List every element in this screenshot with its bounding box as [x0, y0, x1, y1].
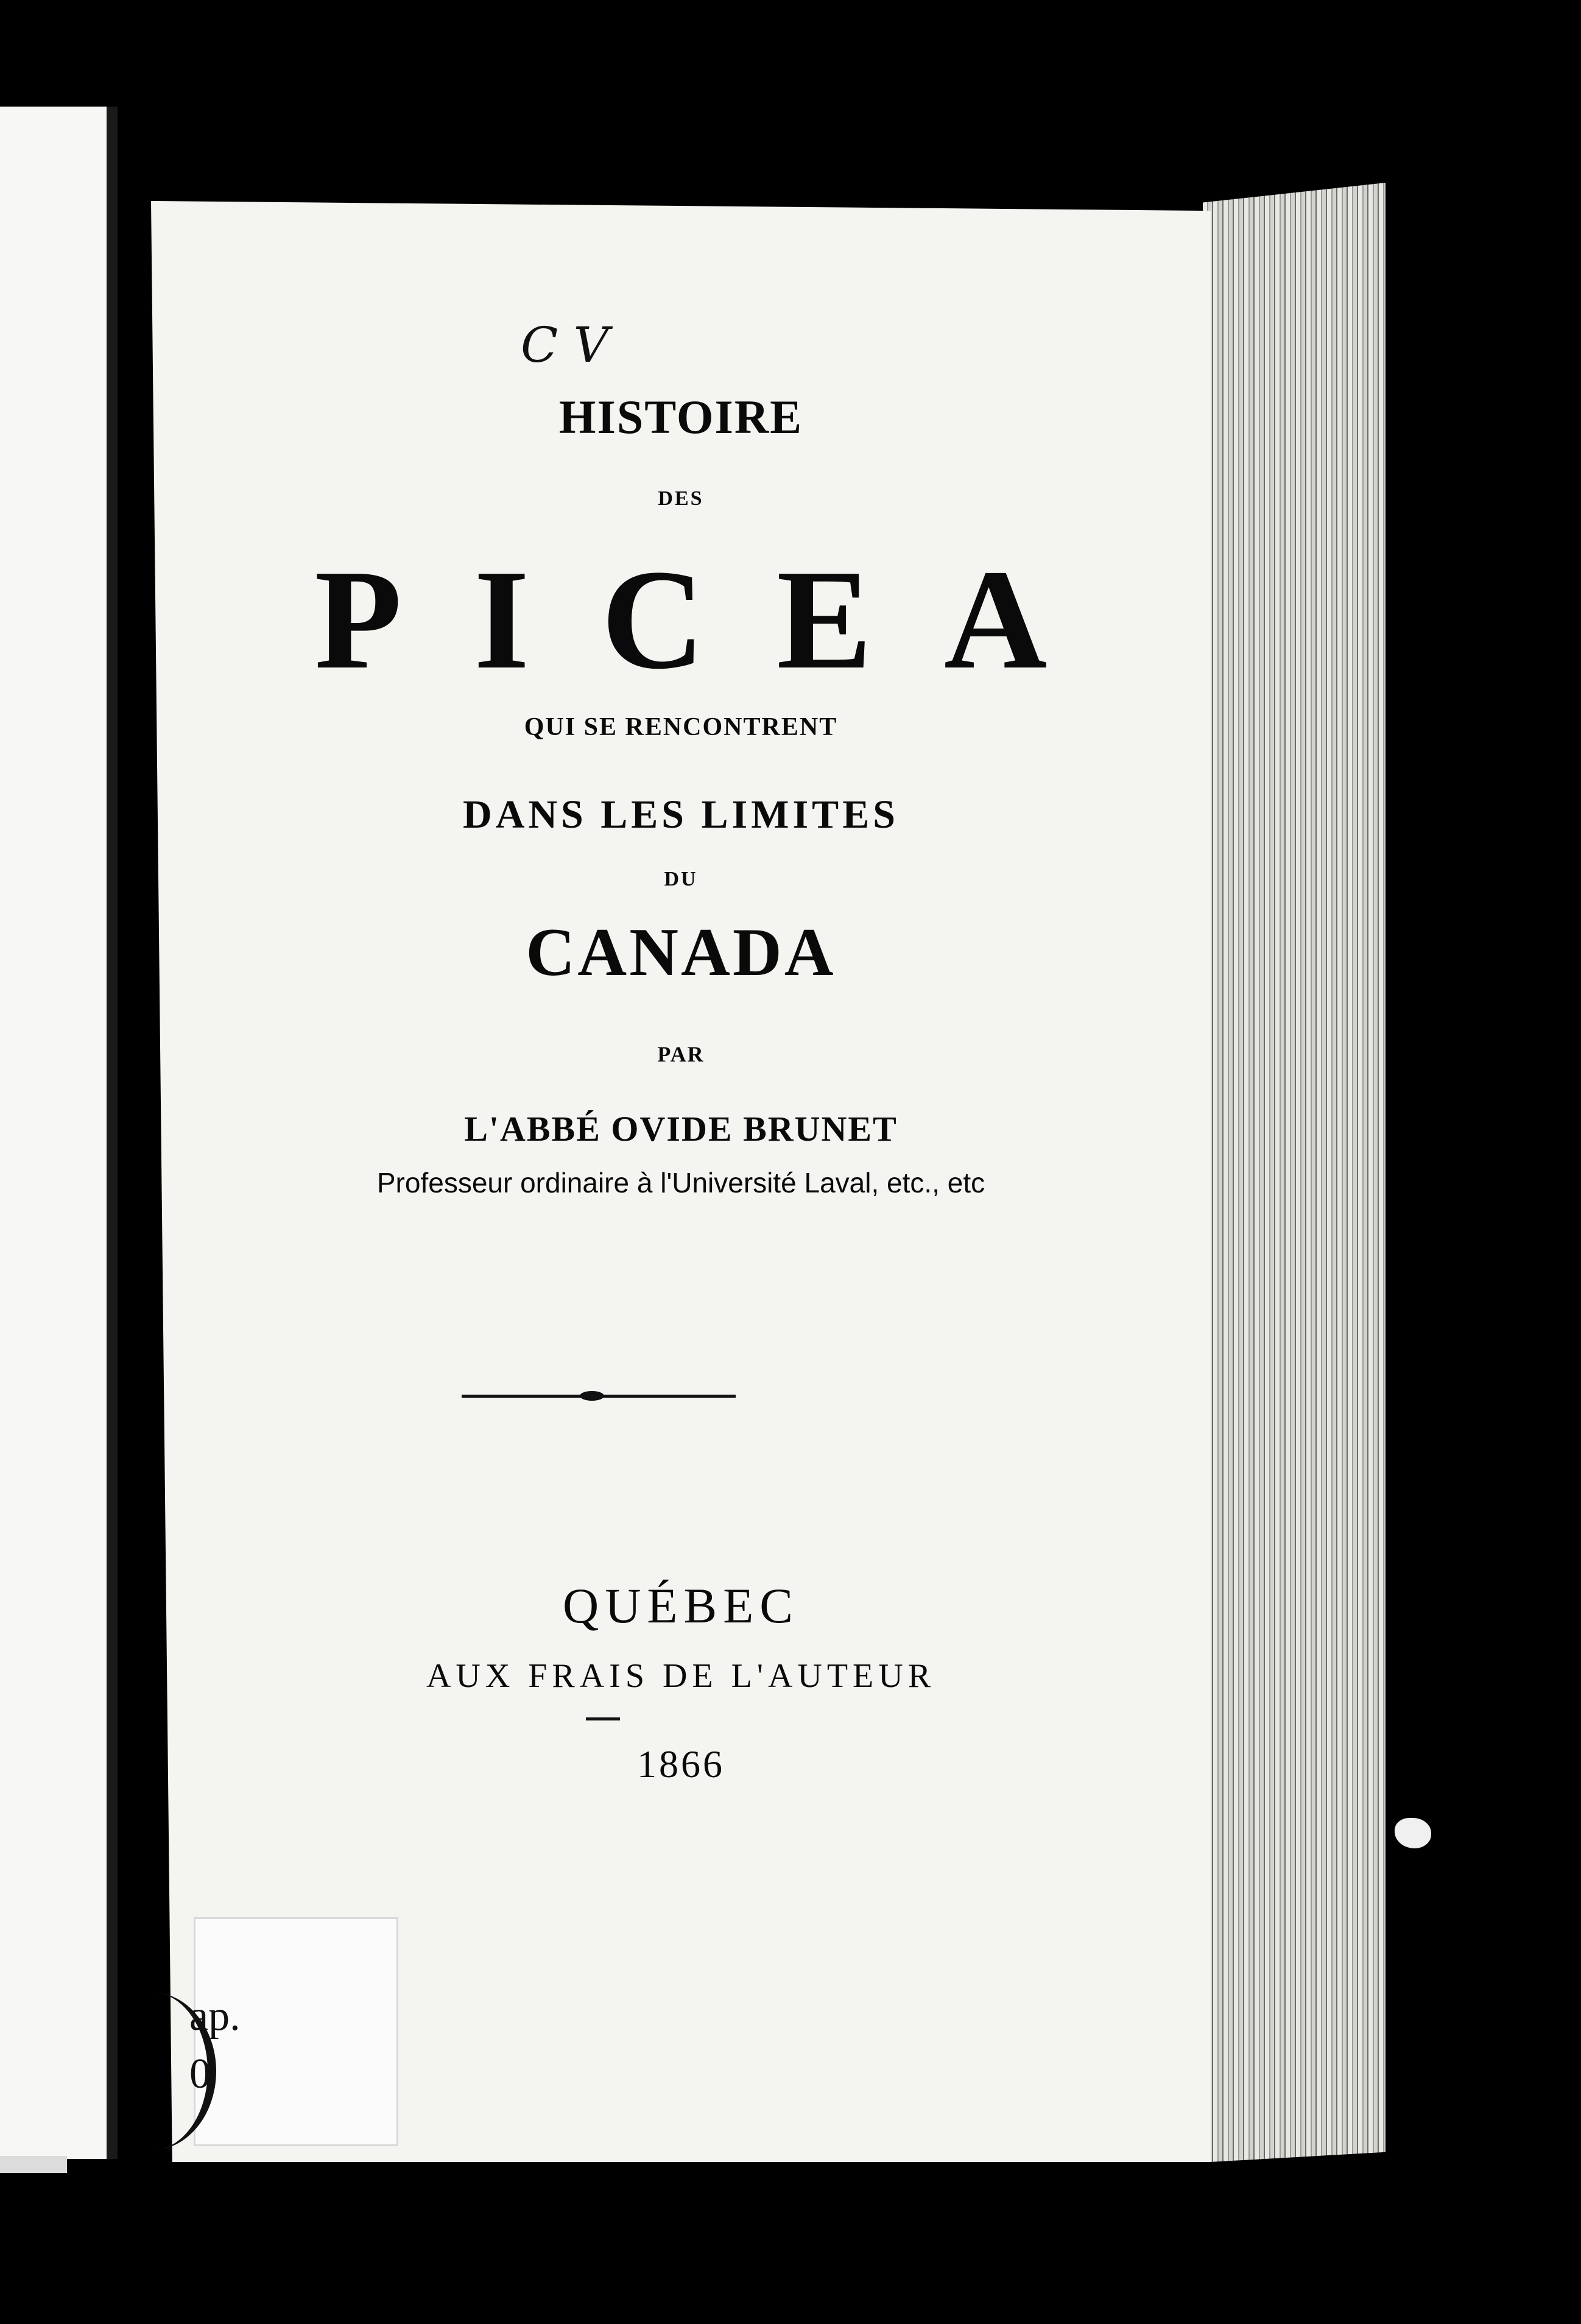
page-edges — [1203, 183, 1386, 2162]
label-line-1: ap. — [189, 1993, 241, 2040]
imprint-year: 1866 — [637, 1742, 725, 1786]
imprint-publisher: AUX FRAIS DE L'AUTEUR — [426, 1657, 936, 1695]
author-name: L'ABBÉ OVIDE BRUNET — [464, 1109, 898, 1149]
label-line-2: 0 — [189, 2051, 211, 2097]
title-line-canada: CANADA — [526, 915, 836, 990]
title-line-du: DU — [664, 868, 698, 890]
imprint-city: QUÉBEC — [563, 1578, 799, 1633]
title-line-histoire: HISTOIRE — [558, 390, 803, 443]
title-line-dans: DANS LES LIMITES — [463, 792, 899, 837]
ornamental-rule-center — [580, 1391, 604, 1401]
facing-page-edge — [0, 2156, 67, 2173]
byline-par: PAR — [657, 1042, 705, 1066]
title-main-picea: PICEA — [314, 540, 1119, 699]
author-credentials: Professeur ordinaire à l'Université Laval, etc., etc — [376, 1167, 985, 1199]
paper-stain — [1395, 1818, 1431, 1848]
facing-page — [0, 107, 118, 2159]
title-line-des: DES — [658, 487, 704, 510]
library-label — [189, 1917, 398, 2146]
title-line-qui: QUI SE RENCONTRENT — [524, 713, 838, 741]
imprint-rule — [586, 1717, 620, 1720]
handwritten-mark: C V — [521, 317, 609, 373]
